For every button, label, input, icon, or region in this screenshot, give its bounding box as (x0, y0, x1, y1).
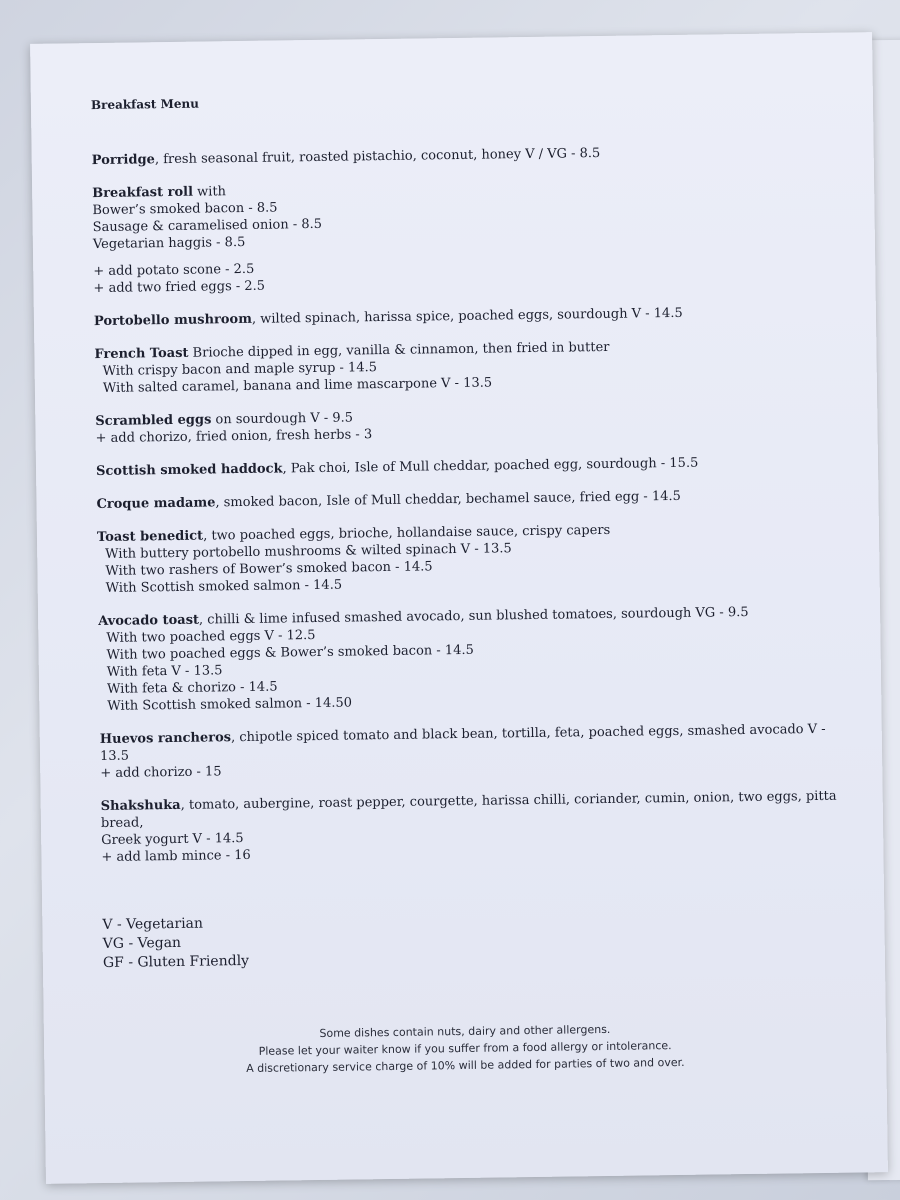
item-addon: + add potato scone - 2.5 (93, 261, 255, 280)
legend-item: GF - Gluten Friendly (102, 952, 250, 972)
legend-item: VG - Vegan (102, 934, 182, 953)
item-desc: , chipotle spiced tomato and black bean, tortilla, feta, poached eggs, smashed avocado V - 13.5 (99, 721, 826, 765)
item-option: Vegetarian haggis - 8.5 (92, 234, 246, 253)
item-addon: + add chorizo - 15 (100, 764, 222, 782)
dietary-legend (102, 906, 843, 973)
item-addon: + add chorizo, fried onion, fresh herbs - 3 (95, 427, 373, 447)
item-name: French Toast (94, 345, 189, 363)
menu-page (30, 32, 888, 1184)
item-option: With two poached eggs V - 12.5 (106, 628, 316, 646)
menu-title: Breakfast Menu (90, 96, 200, 113)
item-option: With feta & chorizo - 14.5 (106, 679, 278, 697)
item-name: Shakshuka (100, 797, 181, 815)
item-option: With salted caramel, banana and lime mascarpone V - 13.5 (102, 375, 493, 396)
footer-line: Please let your waiter know if you suffer from a food allergy or intolerance. (258, 1039, 672, 1058)
item-desc: , wilted spinach, harissa spice, poached eggs, sourdough V - 14.5 (251, 305, 683, 327)
item-option: With buttery portobello mushrooms & wilted spinach V - 13.5 (105, 541, 512, 562)
footer-line: Some dishes contain nuts, dairy and other allergens. (319, 1022, 611, 1040)
item-option: With Scottish smoked salmon - 14.50 (107, 695, 353, 714)
item-desc: , chilli & lime infused smashed avocado, sun blushed tomatoes, sourdough VG - 9.5 (198, 604, 749, 628)
item-option: Sausage & caramelised onion - 8.5 (92, 216, 323, 236)
item-desc-continued: Greek yogurt V - 14.5 (101, 831, 244, 849)
item-option: With Scottish smoked salmon - 14.5 (105, 577, 343, 596)
item-name: Huevos rancheros (99, 730, 232, 748)
item-desc: on sourdough V - 9.5 (211, 410, 354, 428)
item-option: Bower’s smoked bacon - 8.5 (92, 200, 278, 219)
item-name: Portobello mushroom (93, 311, 253, 330)
item-addon: + add lamb mince - 16 (101, 847, 251, 866)
item-name: Avocado toast (98, 612, 200, 630)
item-desc: , tomato, aubergine, roast pepper, courgette, harissa chilli, coriander, cumin, onion, two eggs, pitta bread, (100, 788, 837, 832)
allergen-footer (44, 1017, 887, 1080)
legend-item: V - Vegetarian (102, 915, 204, 934)
item-addon: + add two fried eggs - 2.5 (93, 278, 266, 297)
item-option: With two rashers of Bower’s smoked bacon - 14.5 (105, 559, 433, 579)
item-name: Porridge (91, 152, 156, 169)
item-name: Toast benedict (96, 528, 204, 546)
item-option: With crispy bacon and maple syrup - 14.5 (102, 360, 378, 379)
footer-line: A discretionary service charge of 10% will be added for parties of two and over. (246, 1055, 685, 1076)
menu-content (91, 88, 843, 973)
item-desc: , Pak choi, Isle of Mull cheddar, poached egg, sourdough - 15.5 (282, 455, 699, 477)
item-name: Croque madame (96, 495, 216, 513)
item-desc: , two poached eggs, brioche, hollandaise sauce, crispy capers (203, 522, 611, 544)
item-desc: with (192, 184, 227, 200)
item-name: Breakfast roll (92, 184, 194, 202)
item-desc: , smoked bacon, Isle of Mull cheddar, bechamel sauce, fried egg - 14.5 (215, 488, 681, 511)
item-desc: Brioche dipped in egg, vanilla & cinnamon, then fried in butter (188, 339, 610, 361)
item-name: Scrambled eggs (95, 412, 212, 430)
item-desc: , fresh seasonal fruit, roasted pistachio, coconut, honey V / VG - 8.5 (154, 145, 601, 168)
item-name: Scottish smoked haddock (95, 461, 283, 480)
item-option: With two poached eggs & Bower’s smoked bacon - 14.5 (106, 642, 474, 663)
item-option: With feta V - 13.5 (106, 663, 223, 680)
